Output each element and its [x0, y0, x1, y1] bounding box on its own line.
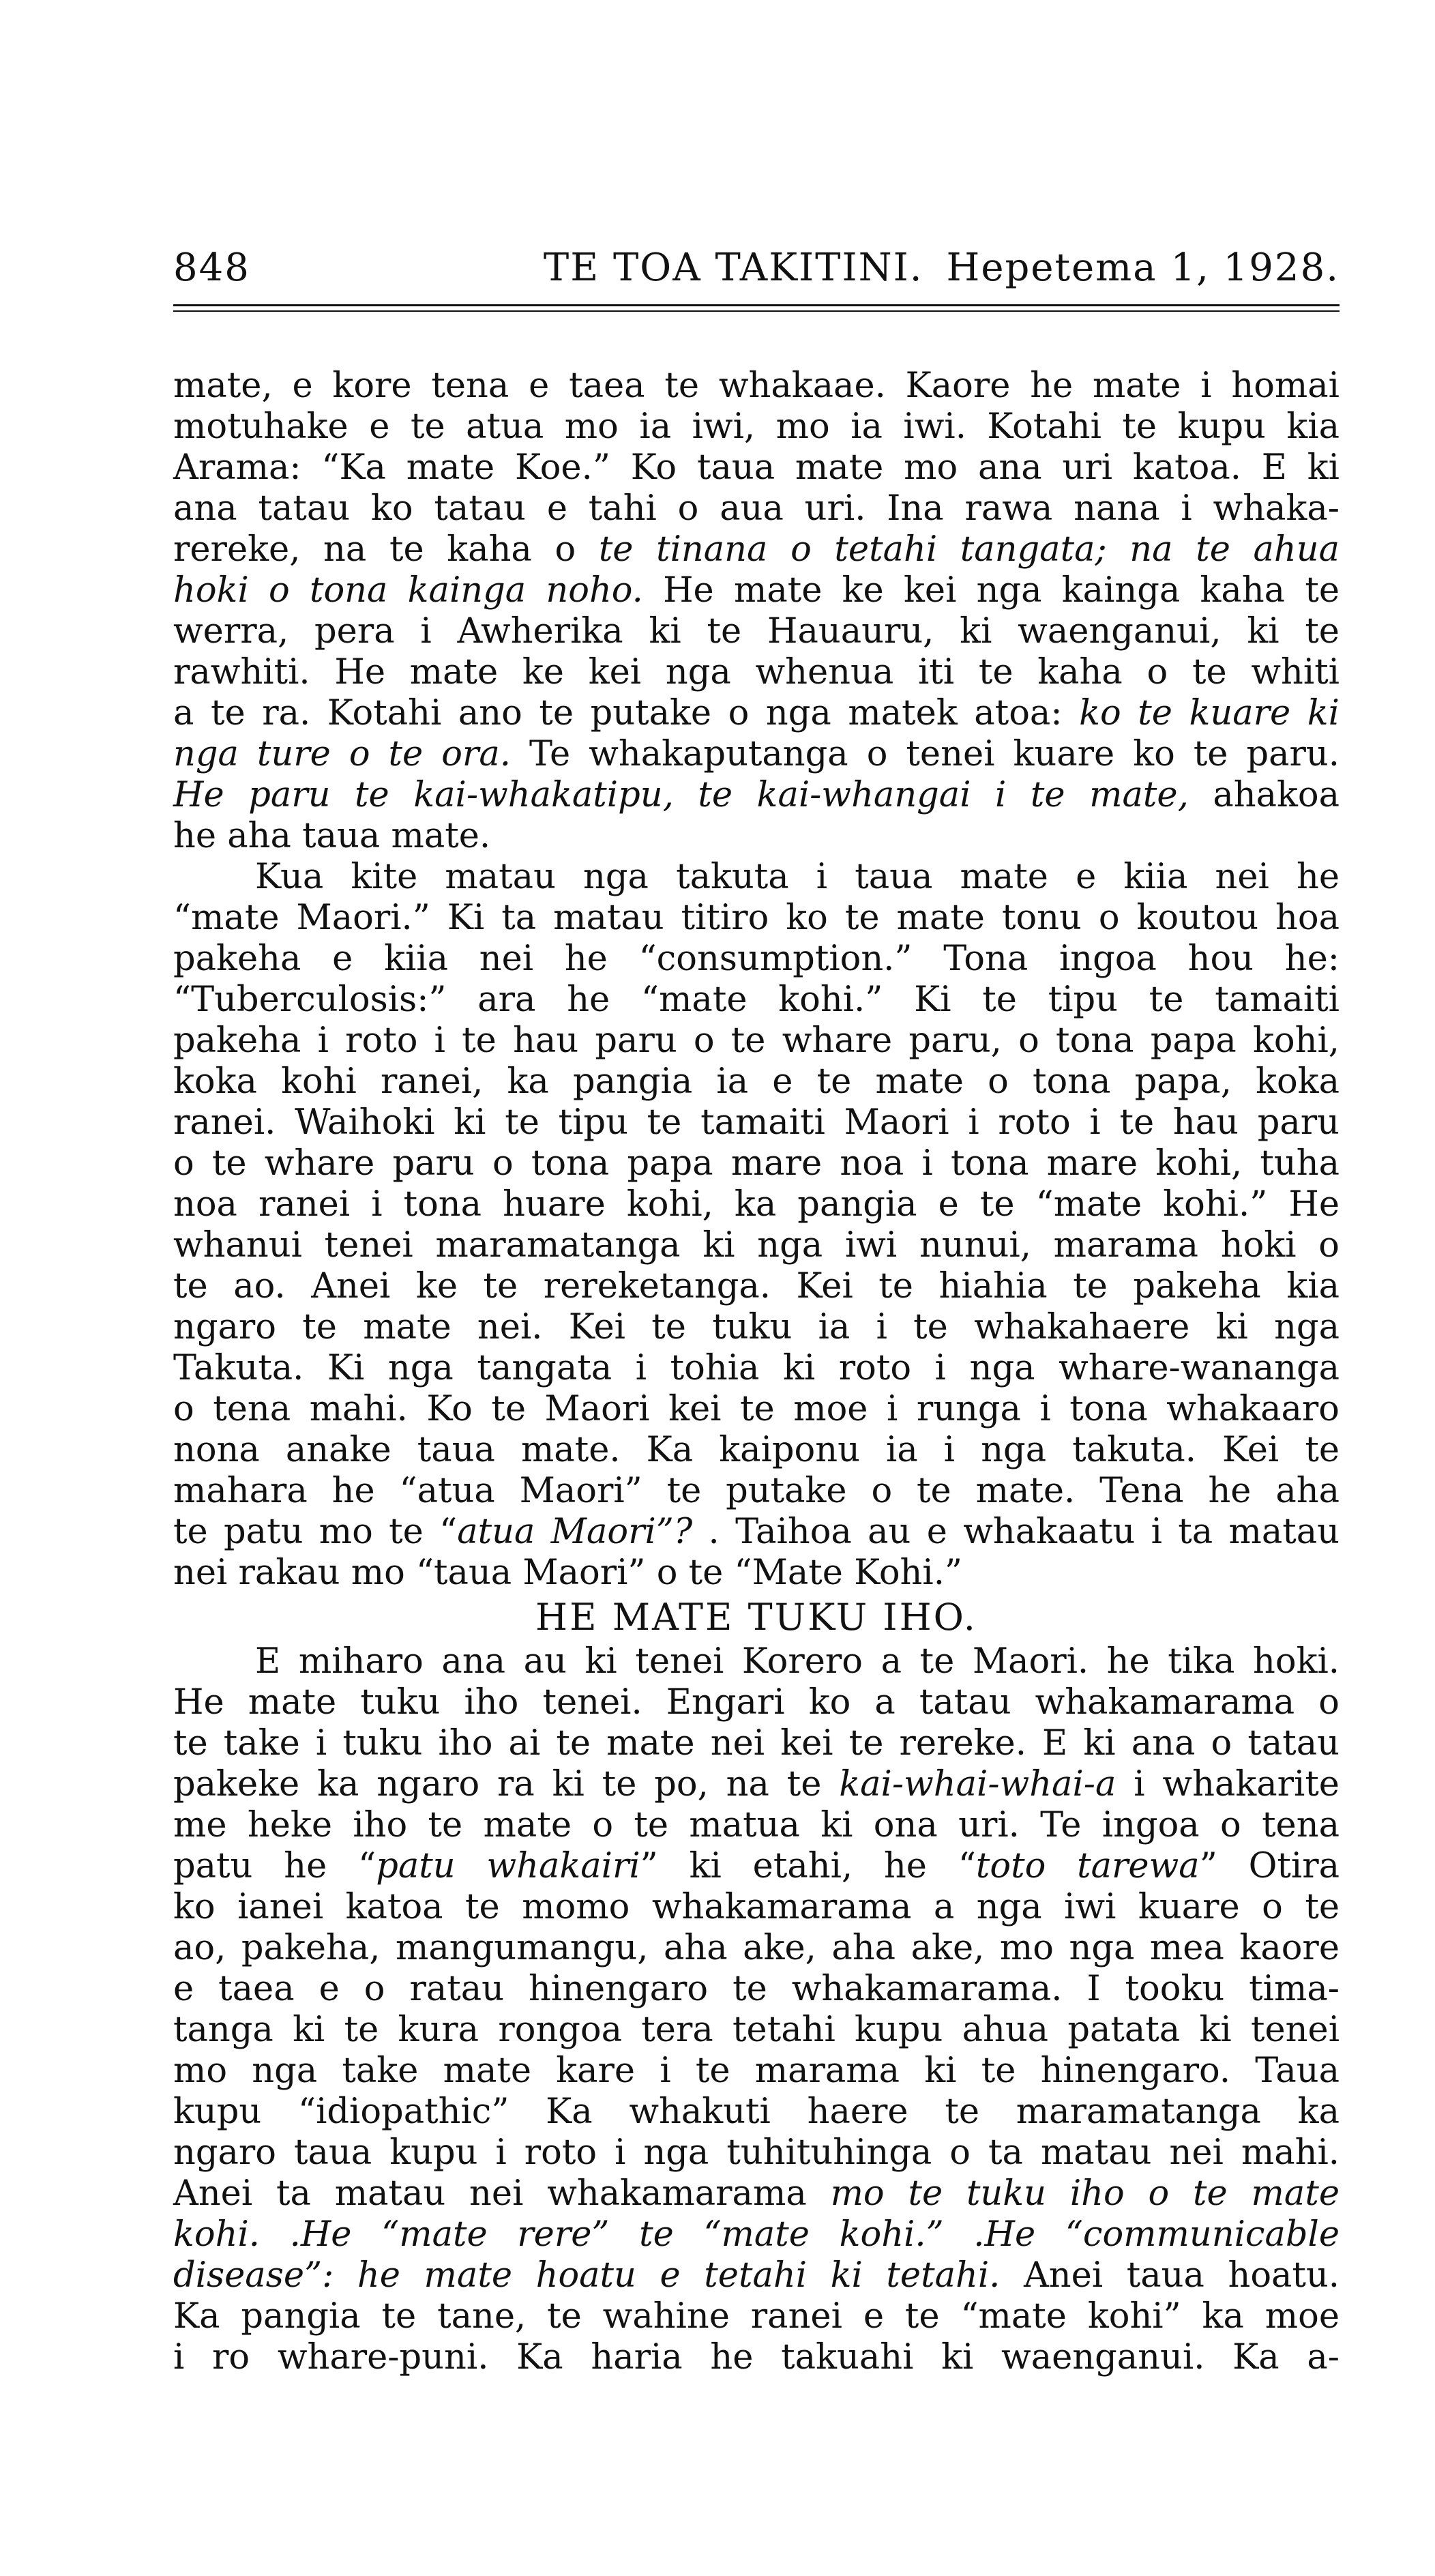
text-line: o te whare paru o tona papa mare noa i tona mare kohi, tuha	[173, 1143, 1340, 1184]
text-line: pakeke ka ngaro ra ki te po, na te kai-whai-whai-a i whakarite	[173, 1764, 1340, 1804]
text-line: pakeha i roto i te hau paru o te whare paru, o tona papa kohi,	[173, 1021, 1340, 1061]
text-line: ao, pakeha, mangumangu, aha ake, aha ake, mo nga mea kaore	[173, 1928, 1340, 1968]
text-line: noa ranei i tona huare kohi, ka pangia e te “mate kohi.” He	[173, 1184, 1340, 1225]
text-line: Anei ta matau nei whakamarama mo te tuku iho o te mate	[173, 2174, 1340, 2214]
text-line: te ao. Anei ke te rereketanga. Kei te hiahia te pakeha kia	[173, 1266, 1340, 1306]
text-line: patu he “patu whakairi” ki etahi, he “toto tarewa” Otira	[173, 1846, 1340, 1886]
text-line: me heke iho te mate o te matua ki ona uri. Te ingoa o tena	[173, 1805, 1340, 1845]
text-line: Takuta. Ki nga tangata i tohia ki roto i nga whare-wananga	[173, 1348, 1340, 1388]
text-line: e taea e o ratau hinengaro te whakamarama. I tooku tima-	[173, 1969, 1340, 2009]
text-line: o tena mahi. Ko te Maori kei te moe i runga i tona whakaaro	[173, 1389, 1340, 1429]
running-header	[173, 246, 1340, 300]
text-line: ranei. Waihoki ki te tipu te tamaiti Maori i roto i te hau paru	[173, 1102, 1340, 1143]
header-rule	[173, 304, 1340, 312]
text-line: rawhiti. He mate ke kei nga whenua iti te kaha o te whiti	[173, 652, 1340, 692]
text-line: he aha taua mate.	[173, 816, 491, 856]
text-line: motuhake e te atua mo ia iwi, mo ia iwi. Kotahi te kupu kia	[173, 407, 1340, 447]
text-line: ana tatau ko tatau e tahi o aua uri. Ina rawa nana i whaka-	[173, 488, 1340, 529]
text-line: ngaro taua kupu i roto i nga tuhituhinga o ta matau nei mahi.	[173, 2133, 1340, 2173]
publication-title-and-date	[544, 246, 1340, 290]
text-line: nona anake taua mate. Ka kaiponu ia i nga takuta. Kei te	[173, 1430, 1340, 1470]
text-line: kohi. .He “mate rere” te “mate kohi.” .He “communicable	[173, 2214, 1340, 2255]
text-line: He mate tuku iho tenei. Engari ko a tatau whakamarama o	[173, 1682, 1340, 1723]
text-line: hoki o tona kainga noho. He mate ke kei nga kainga kaha te	[173, 570, 1340, 611]
issue-date: Hepetema 1, 1928.	[946, 246, 1340, 290]
page-number: 848	[173, 246, 250, 290]
text-line: He paru te kai-whakatipu, te kai-whangai i te mate, ahakoa	[173, 775, 1340, 815]
article-body	[173, 366, 1340, 2378]
section-heading: HE MATE TUKU IHO.	[535, 1596, 977, 1639]
paragraph-first-line: Kua kite matau nga takuta i taua mate e kiia nei he	[255, 857, 1340, 897]
text-line: ngaro te mate nei. Kei te tuku ia i te whakahaere ki nga	[173, 1307, 1340, 1347]
text-line: mo nga take mate kare i te marama ki te hinengaro. Taua	[173, 2051, 1340, 2091]
text-line: pakeha e kiia nei he “consumption.” Tona ingoa hou he:	[173, 939, 1340, 979]
text-line: mahara he “atua Maori” te putake o te mate. Tena he aha	[173, 1471, 1340, 1511]
text-line: rereke, na te kaha o te tinana o tetahi tangata; na te ahua	[173, 529, 1340, 570]
text-line: a te ra. Kotahi ano te putake o nga matek atoa: ko te kuare ki	[173, 693, 1340, 733]
text-line: whanui tenei maramatanga ki nga iwi nunui, marama hoki o	[173, 1225, 1340, 1265]
text-line: mate, e kore tena e taea te whakaae. Kaore he mate i homai	[173, 366, 1340, 406]
text-line: koka kohi ranei, ka pangia ia e te mate o tona papa, koka	[173, 1062, 1340, 1102]
text-line: tanga ki te kura rongoa tera tetahi kupu ahua patata ki tenei	[173, 2010, 1340, 2050]
text-line: nga ture o te ora. Te whakaputanga o tenei kuare ko te paru.	[173, 734, 1340, 774]
text-line: disease”: he mate hoatu e tetahi ki tetahi. Anei taua hoatu.	[173, 2255, 1340, 2296]
publication-title: TE TOA TAKITINI.	[543, 246, 923, 290]
text-line: Arama: “Ka mate Koe.” Ko taua mate mo ana uri katoa. E ki	[173, 448, 1340, 488]
text-line: kupu “idiopathic” Ka whakuti haere te maramatanga ka	[173, 2092, 1340, 2132]
text-line: “mate Maori.” Ki ta matau titiro ko te mate tonu o koutou hoa	[173, 898, 1340, 938]
text-line: te take i tuku iho ai te mate nei kei te rereke. E ki ana o tatau	[173, 1723, 1340, 1763]
text-line: Ka pangia te tane, te wahine ranei e te “mate kohi” ka moe	[173, 2296, 1340, 2337]
text-line: te patu mo te “atua Maori”? . Taihoa au e whakaatu i ta matau	[173, 1512, 1340, 1552]
paragraph-first-line: E miharo ana au ki tenei Korero a te Maori. he tika hoki.	[255, 1641, 1340, 1682]
text-line: “Tuberculosis:” ara he “mate kohi.” Ki te tipu te tamaiti	[173, 980, 1340, 1020]
text-line: ko ianei katoa te momo whakamarama a nga iwi kuare o te	[173, 1887, 1340, 1927]
text-line: nei rakau mo “taua Maori” o te “Mate Kohi.”	[173, 1553, 962, 1593]
text-line: i ro whare-puni. Ka haria he takuahi ki waenganui. Ka a-	[173, 2337, 1340, 2377]
text-line: werra, pera i Awherika ki te Hauauru, ki waenganui, ki te	[173, 611, 1340, 652]
